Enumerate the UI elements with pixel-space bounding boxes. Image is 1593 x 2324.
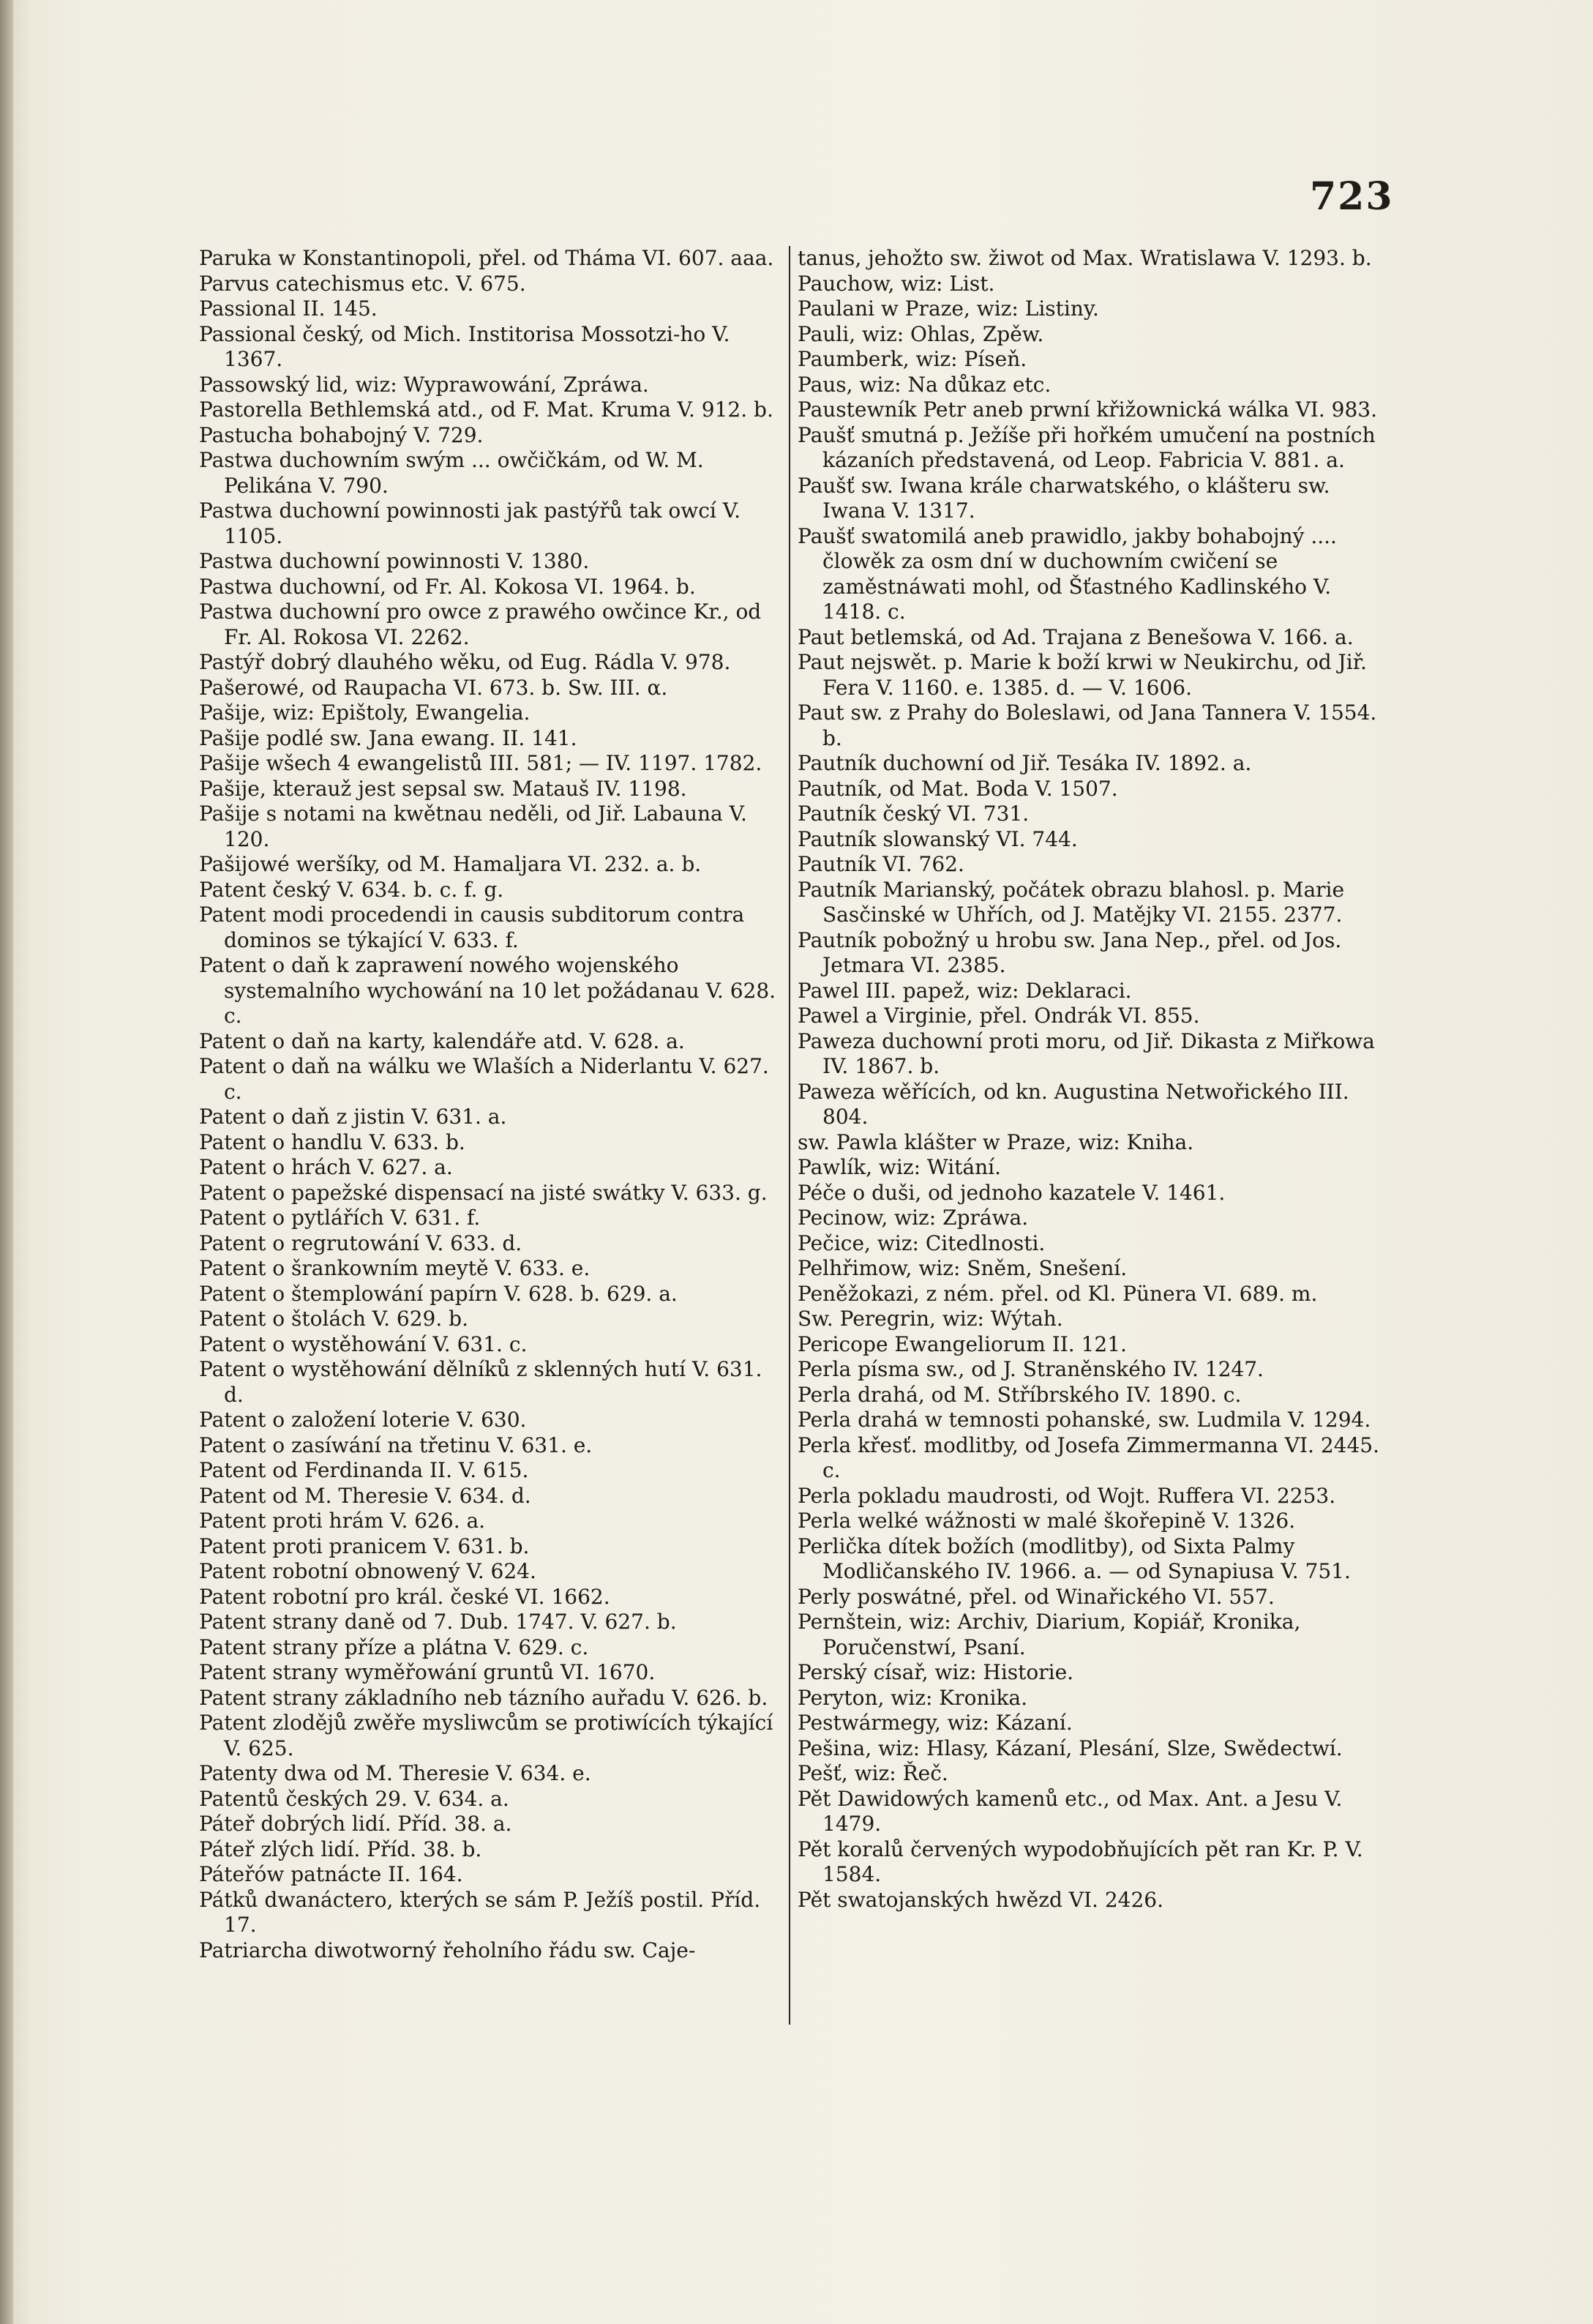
- index-entry: Paumberk, wiz: Píseň.: [798, 347, 1027, 371]
- index-entry: Paruka w Konstantinopoli, přel. od Tháma VI. 607. aaa.: [199, 246, 774, 270]
- index-entry: Paweza duchowní proti moru, od Jiř. Dikasta z Miřkowa IV. 1867. b.: [798, 1028, 1375, 1078]
- index-entry: Paus, wiz: Na důkaz etc.: [798, 372, 1052, 397]
- index-entry: Paut sw. z Prahy do Boleslawi, od Jana Tannera V. 1554. b.: [798, 700, 1377, 750]
- index-entry: Pátků dwanáctero, kterých se sám P. Ježíš postil. Příd. 17.: [199, 1887, 761, 1937]
- index-entry: Pešina, wiz: Hlasy, Kázaní, Plesání, Slze, Swědectwí.: [798, 1735, 1343, 1760]
- index-entry: Pestwármegy, wiz: Kázaní.: [798, 1711, 1073, 1735]
- left-column: [199, 246, 777, 1963]
- index-entry: sw. Pawla klášter w Praze, wiz: Kniha.: [798, 1129, 1194, 1154]
- index-entry: Pastorella Bethlemská atd., od F. Mat. Kruma V. 912. b.: [199, 397, 773, 422]
- index-entry: Paweza wěřících, od kn. Augustina Netwořického III. 804.: [798, 1079, 1349, 1129]
- index-entry: Pautník duchowní od Jiř. Tesáka IV. 1892. a.: [798, 751, 1252, 775]
- index-entry: Pět swatojanských hwězd VI. 2426.: [798, 1887, 1164, 1912]
- index-entry: Paut betlemská, od Ad. Trajana z Benešowa V. 166. a.: [798, 624, 1354, 649]
- index-entry: Pastucha bohabojný V. 729.: [199, 422, 484, 447]
- index-entry: Patent modi procedendi in causis subditorum contra dominos se týkající V. 633. f.: [199, 903, 745, 952]
- index-entry: Peněžokazi, z ném. přel. od Kl. Pünera VI. 689. m.: [798, 1281, 1318, 1306]
- index-entry: Paustewník Petr aneb prwní křižownická wálka VI. 983.: [798, 397, 1378, 422]
- index-entry: Pernštein, wiz: Archiv, Diarium, Kopiář, Kronika, Poručenstwí, Psaní.: [798, 1610, 1301, 1659]
- index-entry: Perla welké wážnosti w malé škořepině V. 1326.: [798, 1509, 1296, 1533]
- index-entry: Páteřów patnácte II. 164.: [199, 1862, 463, 1886]
- index-entry: Pečice, wiz: Citedlnosti.: [798, 1230, 1046, 1255]
- index-entry: Pautník, od Mat. Boda V. 1507.: [798, 776, 1118, 801]
- index-entry: Pešť, wiz: Řeč.: [798, 1761, 948, 1785]
- index-entry: Patent o pytlářích V. 631. f.: [199, 1206, 481, 1230]
- index-entry: Patent o daň na wálku we Wlaších a Niderlantu V. 627. c.: [199, 1054, 769, 1104]
- index-entry: Pautník český VI. 731.: [798, 802, 1030, 826]
- index-entry: Patriarcha diwotworný řeholního řádu sw. Caje-: [199, 1938, 696, 1962]
- index-entry: Pět koralů červených wypodobňujících pět ran Kr. P. V. 1584.: [798, 1837, 1363, 1886]
- index-entry: Perla křesť. modlitby, od Josefa Zimmermanna VI. 2445. c.: [798, 1432, 1380, 1482]
- index-entry: Peryton, wiz: Kronika.: [798, 1685, 1028, 1710]
- index-entry: Patent strany základního neb tázního auřadu V. 626. b.: [199, 1685, 768, 1710]
- index-entry: Parvus catechismus etc. V. 675.: [199, 271, 526, 296]
- index-entry: Pašije podlé sw. Jana ewang. II. 141.: [199, 725, 577, 750]
- index-entry: Patent o handlu V. 633. b.: [199, 1129, 465, 1154]
- index-entry: Perla drahá w temnosti pohanské, sw. Ludmila V. 1294.: [798, 1408, 1371, 1432]
- index-entry: Paulani w Praze, wiz: Listiny.: [798, 296, 1099, 321]
- index-entry: Pautník pobožný u hrobu sw. Jana Nep., přel. od Jos. Jetmara VI. 2385.: [798, 927, 1342, 977]
- index-entry: Patent strany daně od 7. Dub. 1747. V. 627. b.: [199, 1610, 677, 1634]
- index-entry: Pautník VI. 762.: [798, 852, 964, 876]
- index-entry: Perly poswátné, přel. od Winařického VI. 557.: [798, 1584, 1275, 1609]
- index-entry: Pět Dawidowých kamenů etc., od Max. Ant. a Jesu V. 1479.: [798, 1786, 1343, 1836]
- index-entry: Sw. Peregrin, wiz: Wýtah.: [798, 1307, 1063, 1331]
- index-entry: Patent o založení loterie V. 630.: [199, 1408, 527, 1432]
- index-entry: Perský císař, wiz: Historie.: [798, 1660, 1074, 1684]
- index-entry: Patentů českých 29. V. 634. a.: [199, 1786, 509, 1811]
- index-entry: Páteř dobrých lidí. Příd. 38. a.: [199, 1812, 512, 1836]
- index-entry: Pastwa duchowní pro owce z prawého owčince Kr., od Fr. Al. Rokosa VI. 2262.: [199, 599, 762, 649]
- index-entry: Patent o daň na karty, kalendáře atd. V. 628. a.: [199, 1028, 685, 1053]
- index-entry: Patent o štolách V. 629. b.: [199, 1307, 468, 1331]
- index-entry: Pašije wšech 4 ewangelistů III. 581; — IV. 1197. 1782.: [199, 751, 762, 775]
- index-entry: Patent proti hrám V. 626. a.: [199, 1509, 486, 1533]
- index-entry: Pastýř dobrý dlauhého wěku, od Eug. Rádla V. 978.: [199, 650, 731, 674]
- index-entry: Pastwa duchowní powinnosti jak pastýřů tak owcí V. 1105.: [199, 498, 741, 548]
- index-entry: Paušť swatomilá aneb prawidlo, jakby bohabojný .... člowěk za osm dní w duchowním cwičení se zaměstnáwati mohl, od Šťastného Kadlinského V. 1418. c.: [798, 523, 1337, 624]
- index-entry: tanus, jehožto sw. žiwot od Max. Wratislawa V. 1293. b.: [798, 246, 1372, 270]
- column-divider: [789, 246, 790, 2025]
- index-entry: Pastwa duchowní, od Fr. Al. Kokosa VI. 1964. b.: [199, 574, 696, 599]
- index-entry: Pawel III. papež, wiz: Deklaraci.: [798, 978, 1132, 1003]
- index-entry: Patent o hrách V. 627. a.: [199, 1155, 453, 1179]
- index-entry: Patent o zasíwání na třetinu V. 631. e.: [199, 1432, 593, 1457]
- index-entry: Pašije s notami na kwětnau neděli, od Jiř. Labauna V. 120.: [199, 802, 747, 851]
- index-entry: Perlička dítek božích (modlitby), od Sixta Palmy Modličanského IV. 1966. a. — od Synapiusa V. 751.: [798, 1533, 1351, 1583]
- index-entry: Pauli, wiz: Ohlas, Zpěw.: [798, 321, 1044, 346]
- index-entry: Pautník slowanský VI. 744.: [798, 826, 1078, 851]
- index-entry: Pauchow, wiz: List.: [798, 271, 995, 296]
- index-entry: Passional II. 145.: [199, 296, 378, 321]
- index-entry: Pautník Marianský, počátek obrazu blahosl. p. Marie Sasčinské w Uhřích, od J. Matějky VI. 2155. 2377.: [798, 877, 1345, 927]
- index-entry: Páteř zlých lidí. Příd. 38. b.: [199, 1837, 482, 1861]
- index-entry: Patent zlodějů zwěře mysliwcům se protiwících týkající V. 625.: [199, 1711, 773, 1760]
- index-entry: Pecinow, wiz: Zpráwa.: [798, 1206, 1029, 1230]
- index-entry: Pašije, kterauž jest sepsal sw. Matauš IV. 1198.: [199, 776, 687, 801]
- index-entry: Pawlík, wiz: Witání.: [798, 1155, 1002, 1179]
- index-entry: Perla pokladu maudrosti, od Wojt. Ruffera VI. 2253.: [798, 1483, 1336, 1508]
- index-entry: Passowský lid, wiz: Wyprawowání, Zpráwa.: [199, 372, 649, 397]
- right-column: [798, 246, 1383, 1913]
- index-entry: Paut nejswět. p. Marie k boží krwi w Neukirchu, od Jiř. Fera V. 1160. e. 1385. d. — V. 1606.: [798, 650, 1367, 700]
- index-entry: Péče o duši, od jednoho kazatele V. 1461.: [798, 1180, 1226, 1205]
- index-entry: Patent o šrankowním meytě V. 633. e.: [199, 1256, 591, 1280]
- page-binding-edge: [0, 0, 13, 2324]
- index-entry: Paušť smutná p. Ježíše při hořkém umučení na postních kázaních představená, od Leop. Fabricia V. 881. a.: [798, 422, 1376, 472]
- index-entry: Perla drahá, od M. Stříbrského IV. 1890. c.: [798, 1382, 1242, 1407]
- index-entry: Pašerowé, od Raupacha VI. 673. b. Sw. III. α.: [199, 675, 668, 700]
- index-entry: Patent o regrutowání V. 633. d.: [199, 1230, 522, 1255]
- index-entry: Patent o wystěhowání dělníků z sklenných hutí V. 631. d.: [199, 1357, 762, 1407]
- index-entry: Passional český, od Mich. Institorisa Mossotzi-ho V. 1367.: [199, 321, 730, 371]
- index-entry: Patent proti pranicem V. 631. b.: [199, 1533, 530, 1558]
- index-entry: Pašijowé weršíky, od M. Hamaljara VI. 232. a. b.: [199, 852, 702, 876]
- index-entry: Patent český V. 634. b. c. f. g.: [199, 877, 504, 902]
- index-entry: Patenty dwa od M. Theresie V. 634. e.: [199, 1761, 591, 1785]
- index-entry: Pastwa duchowním swým ... owčičkám, od W. M. Pelikána V. 790.: [199, 448, 704, 498]
- index-entry: Patent o papežské dispensací na jisté swátky V. 633. g.: [199, 1180, 768, 1205]
- index-entry: Perla písma sw., od J. Straněnského IV. 1247.: [798, 1357, 1264, 1381]
- index-entry: Patent robotní obnowený V. 624.: [199, 1559, 536, 1583]
- index-entry: Patent strany příze a plátna V. 629. c.: [199, 1634, 589, 1659]
- index-entry: Patent robotní pro král. české VI. 1662.: [199, 1584, 610, 1609]
- index-entry: Patent o daň k zaprawení nowého wojenského systemalního wychowání na 10 let požádanau V. 628. c.: [199, 953, 776, 1028]
- index-entry: Paušť sw. Iwana krále charwatského, o klášteru sw. Iwana V. 1317.: [798, 473, 1330, 523]
- index-entry: Pericope Ewangeliorum II. 121.: [798, 1331, 1127, 1356]
- index-entry: Patent o štemplowání papírn V. 628. b. 629. a.: [199, 1281, 678, 1306]
- index-entry: Pelhřimow, wiz: Sněm, Snešení.: [798, 1256, 1128, 1280]
- page-number: 723: [1310, 174, 1394, 219]
- index-entry: Patent o daň z jistin V. 631. a.: [199, 1105, 507, 1129]
- index-entry: Patent o wystěhowání V. 631. c.: [199, 1331, 528, 1356]
- index-entry: Pawel a Virginie, přel. Ondrák VI. 855.: [798, 1004, 1200, 1028]
- index-entry: Patent od M. Theresie V. 634. d.: [199, 1483, 531, 1508]
- index-entry: Pastwa duchowní powinnosti V. 1380.: [199, 549, 590, 573]
- index-entry: Pašije, wiz: Epištoly, Ewangelia.: [199, 700, 531, 725]
- index-entry: Patent strany wyměřowání gruntů VI. 1670.: [199, 1660, 656, 1684]
- index-entry: Patent od Ferdinanda II. V. 615.: [199, 1458, 529, 1482]
